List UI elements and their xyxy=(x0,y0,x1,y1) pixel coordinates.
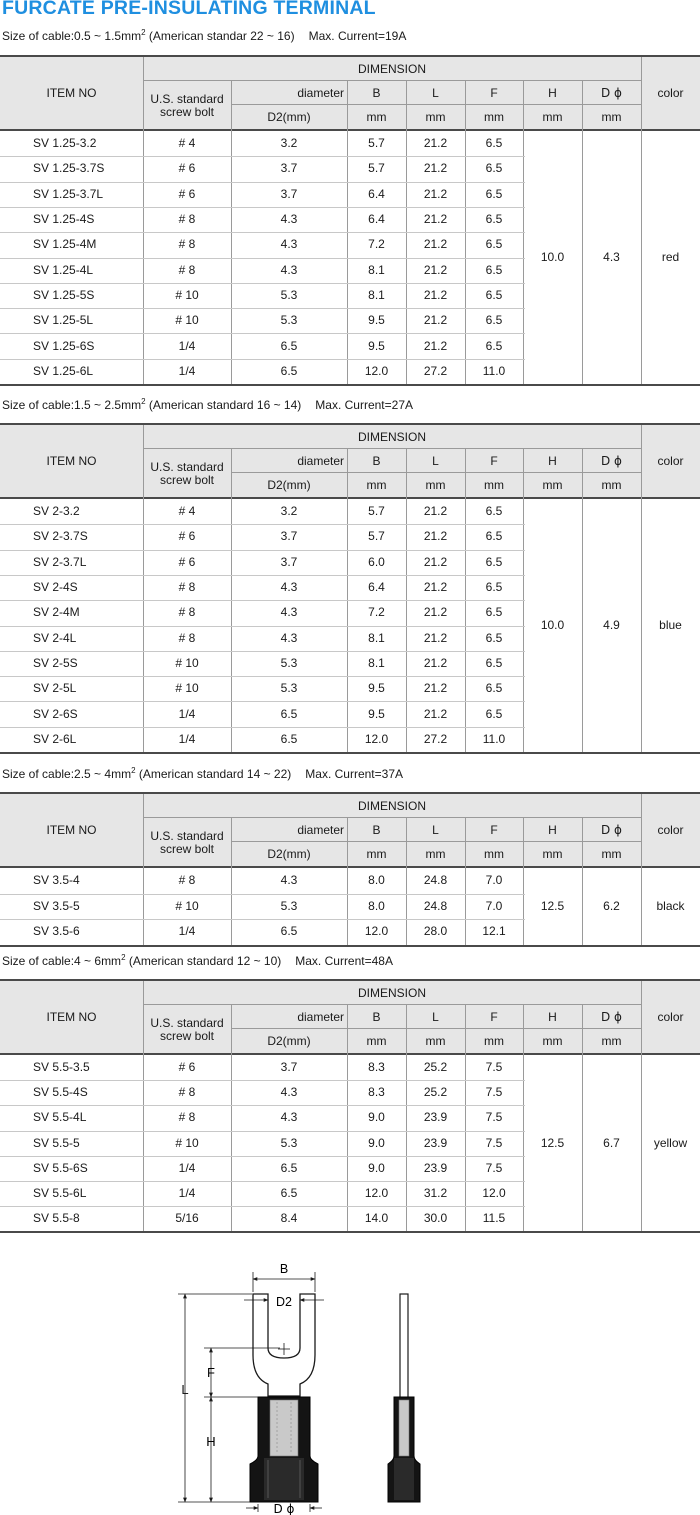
b-cell: 5.7 xyxy=(368,161,385,176)
header-item-no: ITEM NO xyxy=(46,823,97,837)
l-cell: 31.2 xyxy=(423,1186,448,1201)
cable-size: Size of cable:4 ~ 6mm xyxy=(2,954,122,968)
header-dimension: DIMENSION xyxy=(357,985,426,1000)
f-cell: 6.5 xyxy=(485,580,503,595)
header-us-standard: U.S. standard screw bolt xyxy=(150,1015,224,1043)
item-no-cell: SV 2-3.7L xyxy=(33,554,87,569)
header-unit-dphi: mm xyxy=(601,847,622,861)
header-d2: D2(mm) xyxy=(267,847,311,861)
header-f: F xyxy=(490,85,498,100)
f-cell: 6.5 xyxy=(485,237,503,252)
l-cell: 23.9 xyxy=(423,1135,448,1150)
item-no-cell: SV 3.5-5 xyxy=(33,898,80,913)
header-item-no: ITEM NO xyxy=(46,86,97,100)
item-no-cell: SV 2-3.2 xyxy=(33,504,80,519)
l-cell: 25.2 xyxy=(423,1085,448,1100)
screw-bolt-cell: # 6 xyxy=(178,1060,196,1075)
b-cell: 6.0 xyxy=(368,554,385,569)
screw-bolt-cell: # 10 xyxy=(175,898,199,913)
d2-cell: 3.7 xyxy=(280,186,298,201)
item-no-cell: SV 2-5L xyxy=(33,681,77,696)
item-no-cell: SV 3.5-4 xyxy=(33,873,80,888)
screw-bolt-cell: 1/4 xyxy=(178,338,196,353)
dphi-value-cell: 6.7 xyxy=(603,1135,620,1150)
header-us-standard: U.S. standard screw bolt xyxy=(150,91,224,119)
header-color: color xyxy=(657,86,684,100)
d2-cell: 6.5 xyxy=(280,338,298,353)
b-cell: 6.4 xyxy=(368,186,385,201)
b-cell: 9.5 xyxy=(368,681,385,696)
f-cell: 11.0 xyxy=(482,731,506,746)
f-cell: 7.5 xyxy=(485,1135,503,1150)
header-unit-f: mm xyxy=(484,1034,504,1048)
item-no-cell: SV 3.5-6 xyxy=(33,924,80,939)
label-l: L xyxy=(181,1382,189,1397)
item-no-cell: SV 2-4M xyxy=(33,605,80,620)
screw-bolt-cell: # 8 xyxy=(178,237,196,252)
f-cell: 6.5 xyxy=(485,186,503,201)
screw-bolt-cell: 1/4 xyxy=(178,706,196,721)
d2-cell: 3.7 xyxy=(280,1060,298,1075)
f-cell: 7.0 xyxy=(485,873,503,888)
bottom-rule xyxy=(0,384,700,386)
screw-bolt-cell: # 6 xyxy=(178,186,196,201)
header-dphi: D ϕ xyxy=(601,822,622,837)
l-cell: 24.8 xyxy=(423,873,448,888)
f-cell: 6.5 xyxy=(485,504,503,519)
d2-cell: 3.7 xyxy=(280,161,298,176)
d2-cell: 6.5 xyxy=(280,363,298,378)
screw-bolt-cell: 5/16 xyxy=(175,1211,199,1226)
header-b: B xyxy=(372,822,381,837)
d2-cell: 4.3 xyxy=(280,630,298,645)
item-no-cell: SV 1.25-4S xyxy=(33,212,95,227)
header-unit-l: mm xyxy=(425,847,446,861)
header-h: H xyxy=(548,453,557,468)
screw-bolt-cell: 1/4 xyxy=(178,1160,196,1175)
b-cell: 9.5 xyxy=(368,313,385,328)
header-unit-b: mm xyxy=(366,1034,387,1048)
screw-bolt-cell: # 8 xyxy=(178,630,196,645)
f-cell: 6.5 xyxy=(485,338,503,353)
label-d2: D2 xyxy=(276,1295,292,1309)
f-cell: 7.5 xyxy=(485,1110,503,1125)
b-cell: 8.1 xyxy=(368,630,385,645)
b-cell: 7.2 xyxy=(368,237,385,252)
d2-cell: 4.3 xyxy=(280,605,298,620)
terminal-front-view xyxy=(250,1294,318,1502)
header-diameter: diameter xyxy=(297,1009,344,1024)
item-no-cell: SV 2-4L xyxy=(33,630,77,645)
max-current: Max. Current=27A xyxy=(315,398,413,412)
f-cell: 7.5 xyxy=(485,1160,503,1175)
d2-cell: 6.5 xyxy=(280,1186,298,1201)
d2-cell: 6.5 xyxy=(280,706,298,721)
d2-cell: 6.5 xyxy=(280,924,298,939)
screw-bolt-cell: # 6 xyxy=(178,161,196,176)
header-item-no: ITEM NO xyxy=(46,1010,97,1024)
d2-cell: 5.3 xyxy=(280,287,298,302)
header-unit-h: mm xyxy=(542,110,563,124)
header-diameter: diameter xyxy=(297,822,344,837)
screw-bolt-cell: # 4 xyxy=(178,136,196,151)
f-cell: 6.5 xyxy=(485,287,503,302)
header-unit-dphi: mm xyxy=(601,110,622,124)
l-cell: 23.9 xyxy=(423,1110,448,1125)
header-color: color xyxy=(657,823,684,837)
b-cell: 12.0 xyxy=(364,731,389,746)
item-no-cell: SV 1.25-5L xyxy=(33,313,94,328)
header-unit-f: mm xyxy=(484,478,504,492)
max-current: Max. Current=48A xyxy=(295,954,393,968)
header-us-standard: U.S. standard screw bolt xyxy=(150,828,224,856)
american-standard: (American standard 12 ~ 10) xyxy=(125,954,282,968)
b-cell: 9.5 xyxy=(368,338,385,353)
l-cell: 21.2 xyxy=(423,186,448,201)
b-cell: 7.2 xyxy=(368,605,385,620)
d2-cell: 6.5 xyxy=(280,731,298,746)
d2-cell: 3.2 xyxy=(280,504,298,519)
header-unit-l: mm xyxy=(425,1034,446,1048)
item-no-cell: SV 5.5-8 xyxy=(33,1211,80,1226)
f-cell: 6.5 xyxy=(485,313,503,328)
l-cell: 21.2 xyxy=(423,580,448,595)
l-cell: 21.2 xyxy=(423,554,448,569)
header-diameter: diameter xyxy=(297,453,344,468)
d2-cell: 5.3 xyxy=(280,1135,298,1150)
d2-cell: 5.3 xyxy=(280,313,298,328)
table-caption xyxy=(2,954,393,968)
item-no-cell: SV 1.25-6L xyxy=(33,363,94,378)
terminal-side-view xyxy=(388,1294,420,1502)
l-cell: 25.2 xyxy=(423,1060,448,1075)
item-no-cell: SV 5.5-6S xyxy=(33,1160,88,1175)
item-no-cell: SV 5.5-4S xyxy=(33,1085,88,1100)
screw-bolt-cell: # 10 xyxy=(175,681,199,696)
b-cell: 9.0 xyxy=(368,1110,385,1125)
b-cell: 9.0 xyxy=(368,1135,385,1150)
label-h: H xyxy=(206,1434,216,1449)
l-cell: 21.2 xyxy=(423,287,448,302)
item-no-cell: SV 5.5-6L xyxy=(33,1186,87,1201)
dphi-value-cell: 4.3 xyxy=(603,250,620,264)
l-cell: 21.2 xyxy=(423,136,448,151)
item-no-cell: SV 2-6S xyxy=(33,706,78,721)
screw-bolt-cell: # 6 xyxy=(178,529,196,544)
spec-table xyxy=(0,979,700,1233)
screw-bolt-cell: 1/4 xyxy=(178,731,196,746)
screw-bolt-cell: # 8 xyxy=(178,1085,196,1100)
d2-cell: 8.4 xyxy=(280,1211,298,1226)
header-b: B xyxy=(372,85,381,100)
f-cell: 11.0 xyxy=(482,363,506,378)
item-no-cell: SV 1.25-4L xyxy=(33,262,94,277)
l-cell: 21.2 xyxy=(423,313,448,328)
b-cell: 6.4 xyxy=(368,580,385,595)
l-cell: 21.2 xyxy=(423,630,448,645)
l-cell: 27.2 xyxy=(423,363,448,378)
header-h: H xyxy=(548,1009,557,1024)
spec-table xyxy=(0,792,700,947)
b-cell: 12.0 xyxy=(364,1186,389,1201)
item-no-cell: SV 2-6L xyxy=(33,731,77,746)
d2-cell: 4.3 xyxy=(280,580,298,595)
header-color: color xyxy=(657,454,684,468)
d2-cell: 4.3 xyxy=(280,262,298,277)
cable-size: Size of cable:2.5 ~ 4mm xyxy=(2,767,132,781)
screw-bolt-cell: # 10 xyxy=(175,655,199,670)
l-cell: 23.9 xyxy=(423,1160,448,1175)
label-f: F xyxy=(207,1365,215,1380)
l-cell: 21.2 xyxy=(423,161,448,176)
header-dphi: D ϕ xyxy=(601,85,622,100)
item-no-cell: SV 2-5S xyxy=(33,655,78,670)
l-cell: 21.2 xyxy=(423,212,448,227)
l-cell: 24.8 xyxy=(423,898,448,913)
b-cell: 6.4 xyxy=(368,212,385,227)
header-us-standard: U.S. standard screw bolt xyxy=(150,459,224,487)
b-cell: 8.1 xyxy=(368,262,385,277)
header-l: L xyxy=(432,453,439,468)
b-cell: 12.0 xyxy=(364,924,389,939)
item-no-cell: SV 1.25-4M xyxy=(33,237,97,252)
header-h: H xyxy=(548,85,557,100)
header-l: L xyxy=(432,822,439,837)
screw-bolt-cell: 1/4 xyxy=(178,363,196,378)
header-dphi: D ϕ xyxy=(601,453,622,468)
d2-cell: 4.3 xyxy=(280,237,298,252)
header-unit-l: mm xyxy=(425,110,446,124)
max-current: Max. Current=19A xyxy=(308,29,407,43)
item-no-cell: SV 2-4S xyxy=(33,580,78,595)
header-dimension: DIMENSION xyxy=(357,61,426,76)
label-b: B xyxy=(279,1262,289,1276)
d2-cell: 5.3 xyxy=(280,655,298,670)
header-unit-l: mm xyxy=(425,478,446,492)
d2-cell: 5.3 xyxy=(280,681,298,696)
f-cell: 7.0 xyxy=(485,898,503,913)
header-unit-h: mm xyxy=(542,478,563,492)
l-cell: 30.0 xyxy=(423,1211,448,1226)
f-cell: 6.5 xyxy=(485,529,503,544)
l-cell: 21.2 xyxy=(423,504,448,519)
b-cell: 8.0 xyxy=(368,898,385,913)
header-d2: D2(mm) xyxy=(267,110,311,124)
screw-bolt-cell: # 10 xyxy=(175,1135,199,1150)
header-d2: D2(mm) xyxy=(267,478,311,492)
color-value-cell: yellow xyxy=(653,1135,688,1150)
screw-bolt-cell: # 4 xyxy=(178,504,196,519)
superscript: 2 xyxy=(121,953,126,962)
b-cell: 9.5 xyxy=(368,706,385,721)
superscript: 2 xyxy=(141,397,146,406)
f-cell: 12.1 xyxy=(482,924,506,939)
screw-bolt-cell: # 8 xyxy=(178,873,196,888)
b-cell: 5.7 xyxy=(368,529,385,544)
f-cell: 6.5 xyxy=(485,554,503,569)
item-no-cell: SV 5.5-5 xyxy=(33,1135,80,1150)
screw-bolt-cell: # 8 xyxy=(178,580,196,595)
screw-bolt-cell: # 10 xyxy=(175,287,199,302)
cable-size: Size of cable:0.5 ~ 1.5mm xyxy=(2,29,142,43)
item-no-cell: SV 1.25-3.2 xyxy=(33,136,97,151)
l-cell: 21.2 xyxy=(423,681,448,696)
d2-cell: 3.7 xyxy=(280,529,298,544)
f-cell: 6.5 xyxy=(485,262,503,277)
header-l: L xyxy=(432,1009,439,1024)
table-caption xyxy=(2,767,403,781)
dphi-value-cell: 4.9 xyxy=(603,618,620,632)
label-dphi: D ϕ xyxy=(273,1502,295,1515)
screw-bolt-cell: # 10 xyxy=(175,313,199,328)
d2-cell: 4.3 xyxy=(280,873,298,888)
header-unit-b: mm xyxy=(366,110,387,124)
h-value-cell: 12.5 xyxy=(540,1135,565,1150)
item-no-cell: SV 1.25-3.7L xyxy=(33,186,104,201)
american-standard: (American standar 22 ~ 16) xyxy=(145,29,295,43)
header-unit-f: mm xyxy=(484,110,504,124)
d2-cell: 5.3 xyxy=(280,898,298,913)
l-cell: 21.2 xyxy=(423,605,448,620)
l-cell: 28.0 xyxy=(423,924,448,939)
header-unit-f: mm xyxy=(484,847,504,861)
f-cell: 7.5 xyxy=(485,1060,503,1075)
b-cell: 12.0 xyxy=(364,363,389,378)
header-f: F xyxy=(490,822,498,837)
item-no-cell: SV 1.25-3.7S xyxy=(33,161,105,176)
screw-bolt-cell: # 8 xyxy=(178,212,196,227)
spec-table xyxy=(0,55,700,386)
american-standard: (American standard 16 ~ 14) xyxy=(145,398,302,412)
terminal-diagram xyxy=(0,1260,700,1515)
f-cell: 6.5 xyxy=(485,630,503,645)
header-f: F xyxy=(490,1009,498,1024)
l-cell: 21.2 xyxy=(423,262,448,277)
color-value-cell: black xyxy=(656,899,685,913)
f-cell: 6.5 xyxy=(485,655,503,670)
screw-bolt-cell: 1/4 xyxy=(178,924,196,939)
superscript: 2 xyxy=(141,28,146,37)
header-f: F xyxy=(490,453,498,468)
bottom-rule xyxy=(0,945,700,947)
header-l: L xyxy=(432,85,439,100)
item-no-cell: SV 5.5-4L xyxy=(33,1110,87,1125)
screw-bolt-cell: # 8 xyxy=(178,262,196,277)
l-cell: 21.2 xyxy=(423,237,448,252)
table-caption xyxy=(2,398,413,412)
item-no-cell: SV 5.5-3.5 xyxy=(33,1060,90,1075)
f-cell: 6.5 xyxy=(485,706,503,721)
f-cell: 6.5 xyxy=(485,212,503,227)
bottom-rule xyxy=(0,752,700,754)
d2-cell: 3.2 xyxy=(280,136,298,151)
f-cell: 6.5 xyxy=(485,136,503,151)
superscript: 2 xyxy=(131,766,136,775)
dphi-value-cell: 6.2 xyxy=(603,899,620,913)
b-cell: 8.3 xyxy=(368,1060,385,1075)
header-unit-b: mm xyxy=(366,847,387,861)
max-current: Max. Current=37A xyxy=(305,767,403,781)
l-cell: 21.2 xyxy=(423,706,448,721)
header-dphi: D ϕ xyxy=(601,1009,622,1024)
b-cell: 14.0 xyxy=(364,1211,389,1226)
table-caption xyxy=(2,29,406,43)
header-unit-h: mm xyxy=(542,1034,563,1048)
d2-cell: 3.7 xyxy=(280,554,298,569)
f-cell: 12.0 xyxy=(482,1186,506,1201)
header-unit-dphi: mm xyxy=(601,1034,622,1048)
d2-cell: 4.3 xyxy=(280,212,298,227)
d2-cell: 6.5 xyxy=(280,1160,298,1175)
l-cell: 21.2 xyxy=(423,338,448,353)
header-dimension: DIMENSION xyxy=(357,798,426,813)
cable-size: Size of cable:1.5 ~ 2.5mm xyxy=(2,398,142,412)
header-diameter: diameter xyxy=(297,85,344,100)
screw-bolt-cell: # 6 xyxy=(178,554,196,569)
page-title: FURCATE PRE-INSULATING TERMINAL xyxy=(2,0,376,19)
screw-bolt-cell: 1/4 xyxy=(178,1186,196,1201)
header-unit-h: mm xyxy=(542,847,563,861)
b-cell: 8.1 xyxy=(368,655,385,670)
screw-bolt-cell: # 8 xyxy=(178,605,196,620)
f-cell: 11.5 xyxy=(482,1211,506,1226)
h-value-cell: 12.5 xyxy=(540,899,565,913)
color-value-cell: red xyxy=(661,250,680,264)
b-cell: 5.7 xyxy=(368,504,385,519)
header-h: H xyxy=(548,822,557,837)
h-value-cell: 10.0 xyxy=(540,250,565,264)
d2-cell: 4.3 xyxy=(280,1085,298,1100)
b-cell: 5.7 xyxy=(368,136,385,151)
b-cell: 9.0 xyxy=(368,1160,385,1175)
b-cell: 8.1 xyxy=(368,287,385,302)
screw-bolt-cell: # 8 xyxy=(178,1110,196,1125)
f-cell: 6.5 xyxy=(485,681,503,696)
f-cell: 6.5 xyxy=(485,161,503,176)
l-cell: 21.2 xyxy=(423,529,448,544)
header-d2: D2(mm) xyxy=(267,1034,311,1048)
item-no-cell: SV 1.25-5S xyxy=(33,287,95,302)
l-cell: 27.2 xyxy=(423,731,448,746)
h-value-cell: 10.0 xyxy=(540,618,565,632)
header-item-no: ITEM NO xyxy=(46,454,97,468)
header-b: B xyxy=(372,1009,381,1024)
d2-cell: 4.3 xyxy=(280,1110,298,1125)
item-no-cell: SV 2-3.7S xyxy=(33,529,88,544)
f-cell: 7.5 xyxy=(485,1085,503,1100)
spec-table xyxy=(0,423,700,754)
color-value-cell: blue xyxy=(659,618,682,632)
header-unit-dphi: mm xyxy=(601,478,622,492)
header-b: B xyxy=(372,453,381,468)
american-standard: (American standard 14 ~ 22) xyxy=(135,767,292,781)
header-dimension: DIMENSION xyxy=(357,429,426,444)
f-cell: 6.5 xyxy=(485,605,503,620)
l-cell: 21.2 xyxy=(423,655,448,670)
header-color: color xyxy=(657,1010,684,1024)
b-cell: 8.3 xyxy=(368,1085,385,1100)
header-unit-b: mm xyxy=(366,478,387,492)
b-cell: 8.0 xyxy=(368,873,385,888)
item-no-cell: SV 1.25-6S xyxy=(33,338,95,353)
